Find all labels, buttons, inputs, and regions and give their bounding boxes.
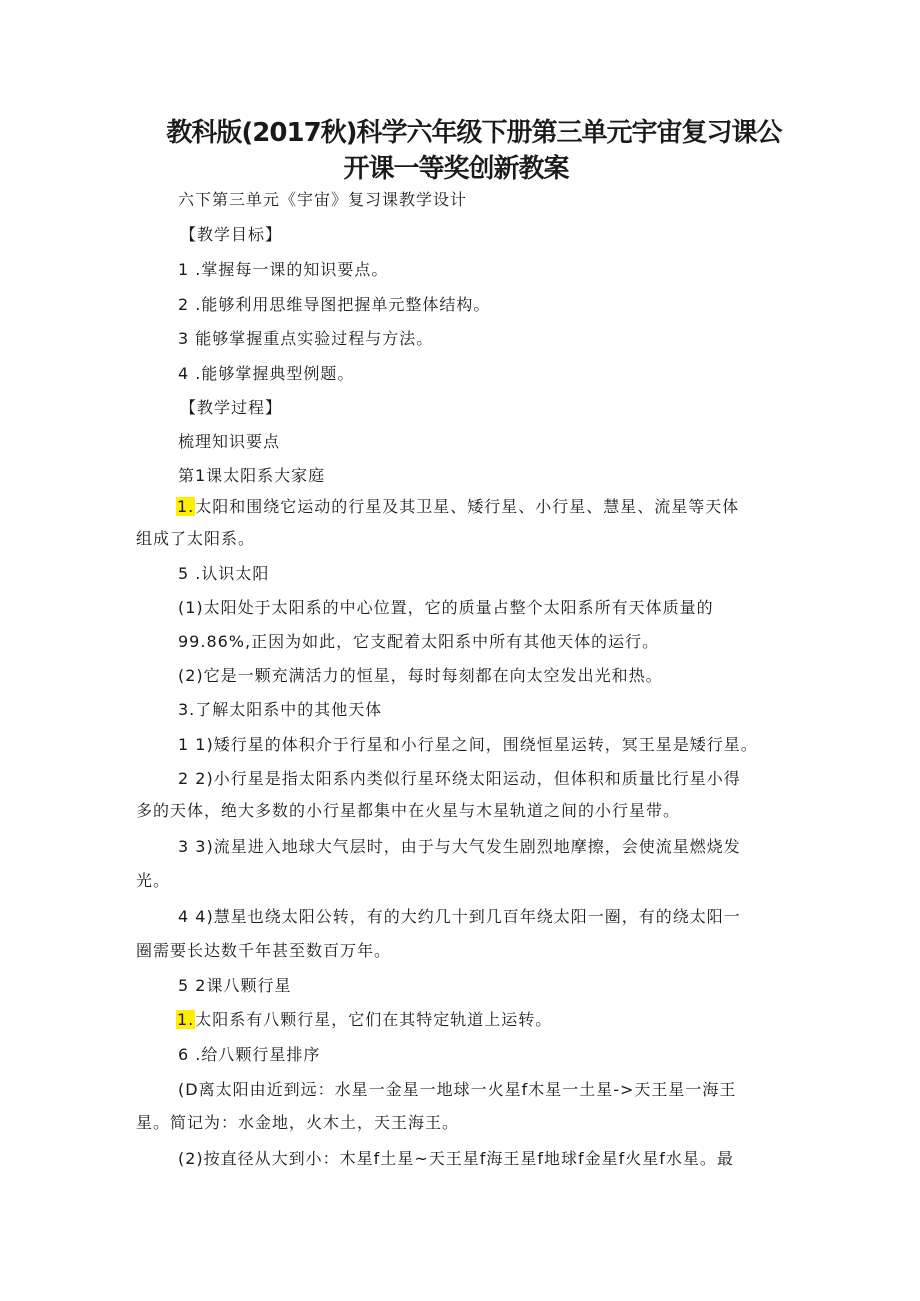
section-heading-objectives: 【教学目标】 bbox=[180, 225, 283, 244]
paragraph: 光。 bbox=[136, 871, 171, 890]
paragraph: (2)它是一颗充满活力的恒星，每时每刻都在向太空发出光和热。 bbox=[178, 666, 663, 685]
paragraph: (2)按直径从大到小：木星f土星~天王星f海王星f地球f金星f火星f水星。最 bbox=[178, 1149, 734, 1168]
highlight-marker: 1. bbox=[177, 1010, 195, 1029]
objective-item: 3 能够掌握重点实验过程与方法。 bbox=[178, 329, 434, 348]
paragraph: 2 2)小行星是指太阳系内类似行星环绕太阳运动，但体积和质量比行星小得 bbox=[178, 769, 741, 788]
objective-item: 1 .掌握每一课的知识要点。 bbox=[178, 260, 389, 279]
subtitle: 六下第三单元《宇宙》复习课教学设计 bbox=[178, 190, 468, 209]
paragraph: 1.太阳系有八颗行星，它们在其特定轨道上运转。 bbox=[177, 1010, 553, 1029]
objective-item: 4 .能够掌握典型例题。 bbox=[178, 364, 355, 383]
paragraph: 圈需要长达数千年甚至数百万年。 bbox=[136, 941, 392, 960]
lesson-heading: 第1课太阳系大家庭 bbox=[178, 466, 326, 485]
paragraph: 1 1)矮行星的体积介于行星和小行星之间，围绕恒星运转，冥王星是矮行星。 bbox=[178, 735, 758, 754]
paragraph: 1.太阳和围绕它运动的行星及其卫星、矮行星、小行星、慧星、流星等天体 bbox=[177, 497, 740, 516]
paragraph: 多的天体，绝大多数的小行星都集中在火星与木星轨道之间的小行星带。 bbox=[136, 801, 681, 820]
highlight-marker: 1. bbox=[177, 497, 195, 516]
paragraph: 4 4)慧星也绕太阳公转，有的大约几十到几百年绕太阳一圈，有的绕太阳一 bbox=[178, 907, 741, 926]
document-title-line-2: 开课一等奖创新教案 bbox=[343, 154, 569, 184]
paragraph: (D离太阳由近到远：水星一金星一地球一火星f木星一土星->天王星一海王 bbox=[178, 1080, 737, 1099]
paragraph: 组成了太阳系。 bbox=[136, 529, 256, 548]
paragraph: 5 .认识太阳 bbox=[178, 564, 270, 583]
objective-item: 2 .能够利用思维导图把握单元整体结构。 bbox=[178, 295, 491, 314]
paragraph: 星。简记为：水金地，火木土，天王海王。 bbox=[136, 1113, 460, 1132]
paragraph: 3.了解太阳系中的其他天体 bbox=[178, 700, 383, 719]
paragraph: (1)太阳处于太阳系的中心位置，它的质量占整个太阳系所有天体质量的 bbox=[178, 598, 714, 617]
document-title-line-1: 教科版(2017秋)科学六年级下册第三单元宇宙复习课公 bbox=[166, 118, 782, 148]
lesson-heading: 5 2课八颗行星 bbox=[178, 976, 292, 995]
paragraph: 6 .给八颗行星排序 bbox=[178, 1045, 321, 1064]
paragraph: 梳理知识要点 bbox=[178, 432, 281, 451]
paragraph: 3 3)流星进入地球大气层时，由于与大气发生剧烈地摩擦，会使流星燃烧发 bbox=[178, 837, 741, 856]
paragraph: 99.86%,正因为如此，它支配着太阳系中所有其他天体的运行。 bbox=[178, 632, 660, 651]
section-heading-process: 【教学过程】 bbox=[180, 398, 283, 417]
